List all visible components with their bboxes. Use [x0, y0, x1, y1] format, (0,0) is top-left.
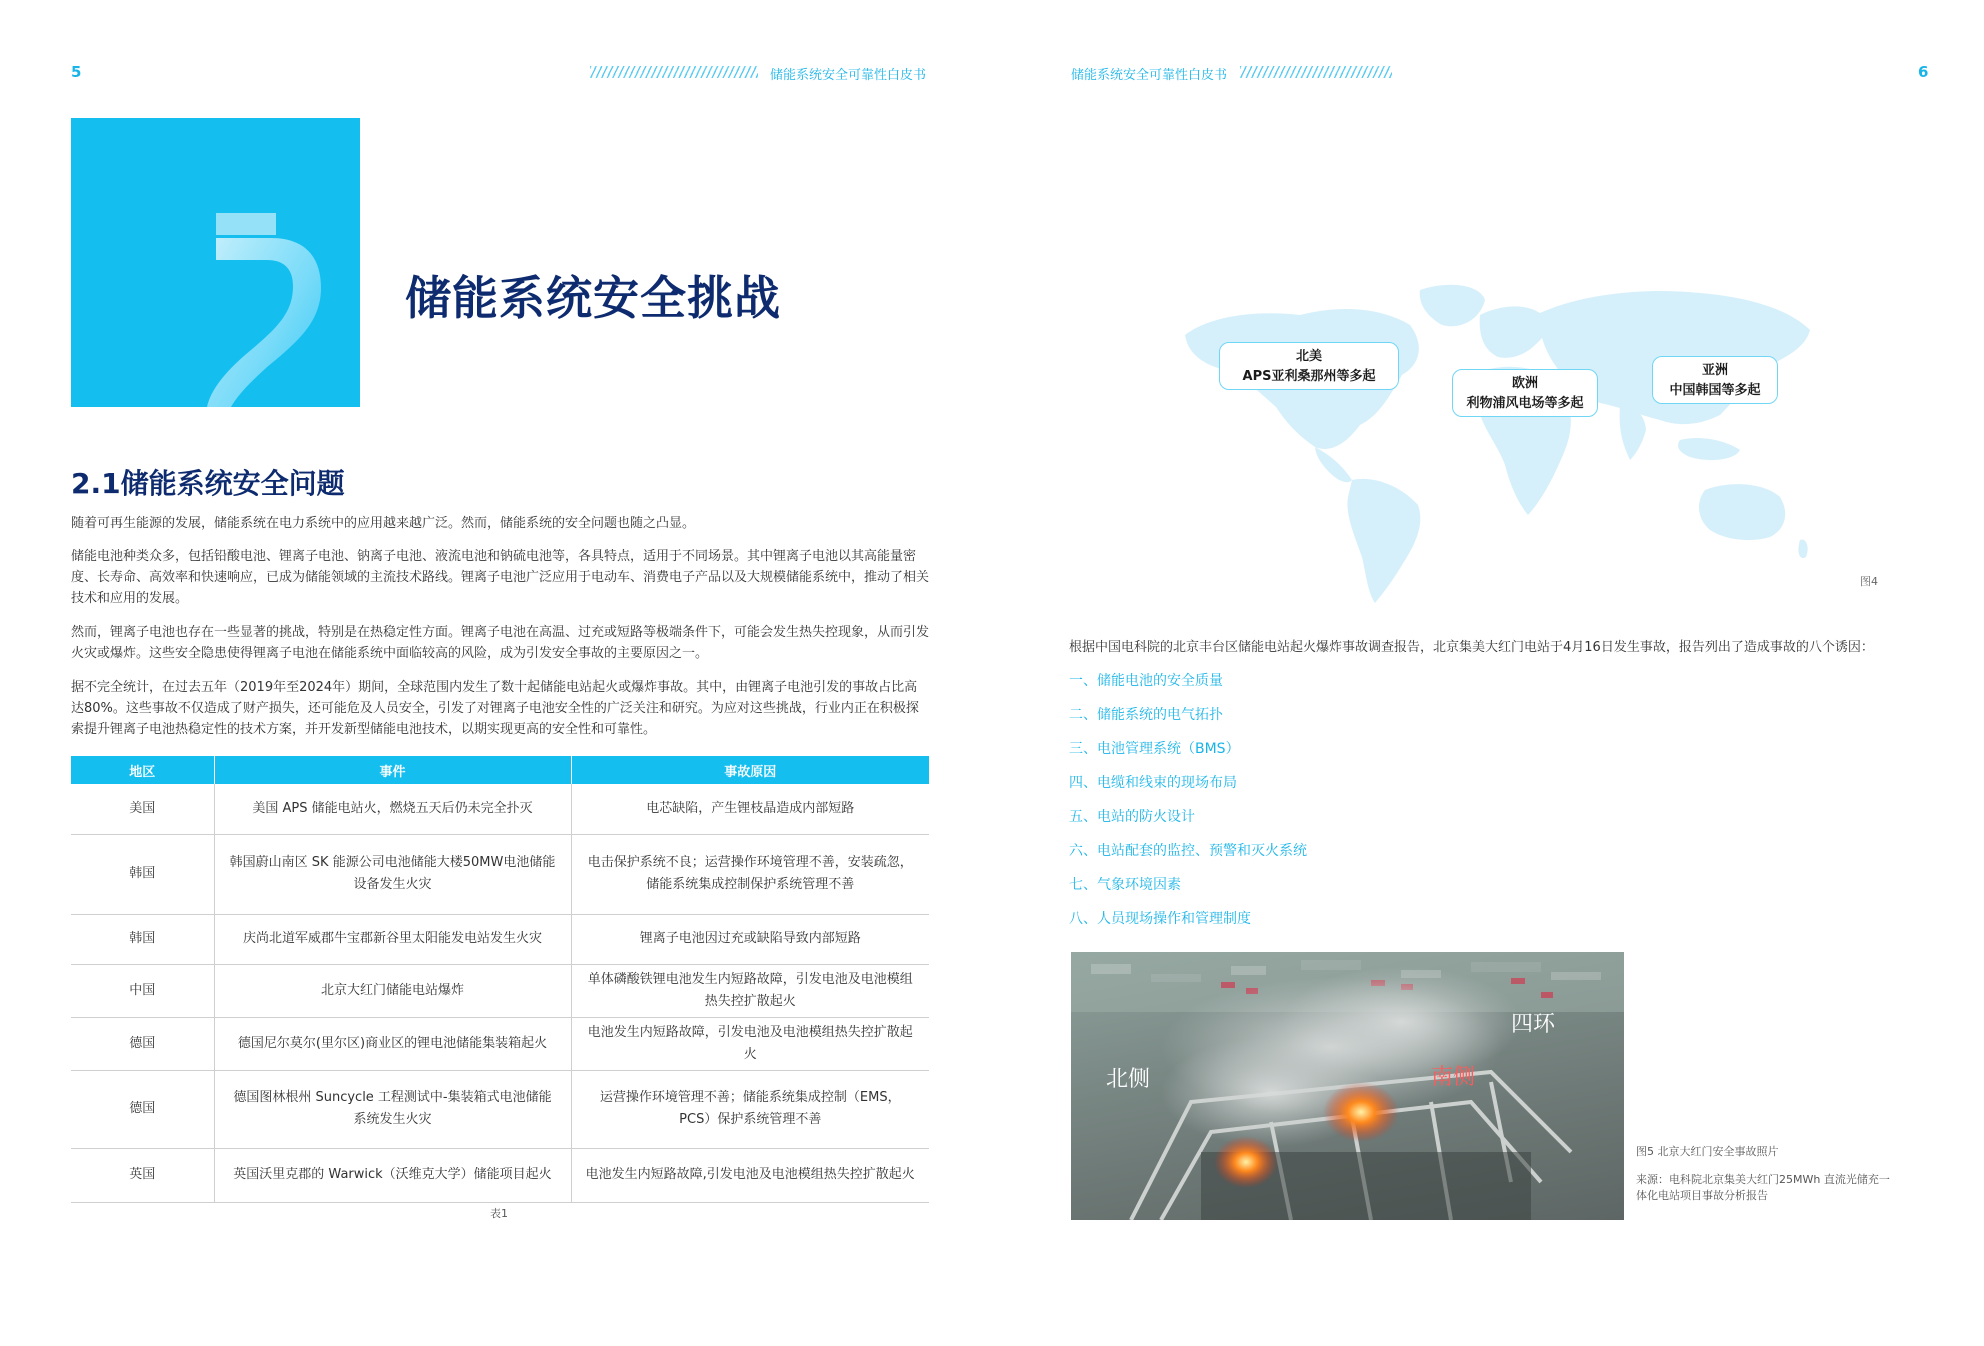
map-callout-europe: [1452, 369, 1598, 417]
table-row: [71, 914, 929, 964]
callout-region: 亚洲: [1701, 363, 1728, 378]
table-row: [71, 1148, 929, 1202]
table-cell-event: 德国尼尔莫尔(里尔区)商业区的锂电池储能集装箱起火: [214, 1017, 571, 1070]
header-stripes-right: [1240, 66, 1392, 78]
table-header-cause: 事故原因: [571, 756, 929, 784]
table-row: [71, 1070, 929, 1148]
cause-item: 五、电站的防火设计: [1069, 809, 1195, 825]
map-figure-label: 图4: [1860, 575, 1878, 588]
header-title-right: 储能系统安全可靠性白皮书: [1071, 68, 1228, 83]
table-cell-region: 韩国: [71, 914, 214, 964]
cause-item: 三、电池管理系统（BMS）: [1069, 741, 1240, 757]
table-cell-region: 英国: [71, 1148, 214, 1202]
table-row: [71, 1017, 929, 1070]
chapter-title: 储能系统安全挑战: [405, 271, 781, 325]
photo-label-ring-road: 四环: [1511, 1012, 1556, 1037]
table-header-row: [71, 756, 929, 784]
table-cell-event: 韩国蔚山南区 SK 能源公司电池储能大楼50MW电池储能设备发生火灾: [214, 834, 571, 914]
paragraph-4: 据不完全统计，在过去五年（2019年至2024年）期间，全球范围内发生了数十起储能电站起火或爆炸事故。其中，由锂离子电池引发的事故占比高达80%。这些事故不仅造成了财产损失，还可能危及人员安全，引发了对锂离子电池安全性的广泛关注和研究。为应对这些挑战，行业内正在积极探索提升锂离子电池热稳定性的技术方案，并开发新型储能电池技术，以期实现更高的安全性和可靠性。: [71, 680, 919, 737]
table-cell-cause: 电池发生内短路故障,引发电池及电池模组热失控扩散起火: [571, 1148, 929, 1202]
table-cell-cause: 电击保护系统不良；运营操作环境管理不善，安装疏忽，储能系统集成控制保护系统管理不善: [571, 834, 929, 914]
table-cell-cause: 运营操作环境管理不善；储能系统集成控制（EMS，PCS）保护系统管理不善: [571, 1070, 929, 1148]
photo-label-south: 南侧: [1431, 1065, 1476, 1090]
chapter-number-graphic: [71, 118, 360, 407]
table-cell-region: 韩国: [71, 834, 214, 914]
callout-detail: 利物浦风电场等多起: [1466, 396, 1584, 411]
table-cell-event: 德国图林根州 Suncycle 工程测试中-集装箱式电池储能系统发生火灾: [214, 1070, 571, 1148]
table-cell-cause: 锂离子电池因过充或缺陷导致内部短路: [571, 914, 929, 964]
photo-label-north: 北侧: [1106, 1067, 1151, 1092]
table-cell-cause: 电芯缺陷，产生锂枝晶造成内部短路: [571, 784, 929, 834]
callout-region: 北美: [1295, 349, 1322, 364]
table-header-event: 事件: [214, 756, 571, 784]
paragraph-3: 然而，锂离子电池也存在一些显著的挑战，特别是在热稳定性方面。锂离子电池在高温、过充或短路等极端条件下，可能会发生热失控现象，从而引发火灾或爆炸。这些安全隐患使得锂离子电池在储能系统中面临较高的风险，成为引发安全事故的主要原因之一。: [71, 625, 930, 661]
cause-item: 六、电站配套的监控、预警和灭火系统: [1069, 843, 1307, 859]
photo-caption-title: 图5 北京大红门安全事故照片: [1636, 1145, 1779, 1158]
table-header-region: 地区: [71, 756, 214, 784]
investigation-intro: 根据中国电科院的北京丰台区储能电站起火爆炸事故调查报告，北京集美大红门电站于4月16日发生事故，报告列出了造成事故的八个诱因：: [1069, 640, 1874, 655]
table-caption: 表1: [490, 1207, 508, 1220]
cause-item: 二、储能系统的电气拓扑: [1069, 707, 1223, 723]
cause-item: 四、电缆和线束的现场布局: [1069, 775, 1237, 791]
page-number-left: 5: [71, 63, 82, 81]
accident-photo-scene: [1071, 952, 1624, 1220]
accident-photo: [1071, 952, 1624, 1220]
world-map: [1180, 275, 1820, 605]
table-cell-cause: 电池发生内短路故障，引发电池及电池模组热失控扩散起火: [571, 1017, 929, 1070]
cause-item: 七、气象环境因素: [1069, 877, 1181, 893]
callout-detail: 中国韩国等多起: [1669, 383, 1761, 398]
header-title-left: 储能系统安全可靠性白皮书: [770, 68, 927, 83]
incident-table: [71, 756, 929, 1203]
table-row: [71, 964, 929, 1017]
table-cell-region: 美国: [71, 784, 214, 834]
table-cell-region: 德国: [71, 1070, 214, 1148]
chapter-number-block: [71, 118, 360, 407]
map-callout-north-america: [1219, 342, 1399, 390]
paragraph-1: 随着可再生能源的发展，储能系统在电力系统中的应用越来越广泛。然而，储能系统的安全问题也随之凸显。: [71, 516, 696, 531]
cause-item: 一、储能电池的安全质量: [1069, 673, 1223, 689]
table-cell-cause: 单体磷酸铁锂电池发生内短路故障，引发电池及电池模组热失控扩散起火: [571, 964, 929, 1017]
world-map-continents: [1185, 285, 1810, 603]
table-row: [71, 784, 929, 834]
map-callout-asia: [1652, 356, 1778, 404]
photo-caption-source: 来源：电科院北京集美大红门25MWh 直流光储充一体化电站项目事故分析报告: [1636, 1173, 1890, 1202]
table-cell-event: 美国 APS 储能电站火，燃烧五天后仍未完全扑灭: [214, 784, 571, 834]
section-title: 2.1储能系统安全问题: [71, 467, 345, 500]
callout-region: 欧洲: [1511, 376, 1538, 391]
page-number-right: 6: [1918, 63, 1929, 81]
table-row: [71, 834, 929, 914]
callout-detail: APS亚利桑那州等多起: [1242, 369, 1376, 384]
table-cell-event: 北京大红门储能电站爆炸: [214, 964, 571, 1017]
table-cell-region: 德国: [71, 1017, 214, 1070]
header-stripes-left: [590, 66, 758, 78]
cause-item: 八、人员现场操作和管理制度: [1069, 911, 1251, 927]
table-cell-region: 中国: [71, 964, 214, 1017]
table-cell-event: 英国沃里克郡的 Warwick（沃维克大学）储能项目起火: [214, 1148, 571, 1202]
table-cell-event: 庆尚北道军威郡牛宝郡新谷里太阳能发电站发生火灾: [214, 914, 571, 964]
paragraph-2: 储能电池种类众多，包括铅酸电池、锂离子电池、钠离子电池、液流电池和钠硫电池等，各具特点，适用于不同场景。其中锂离子电池以其高能量密度、长寿命、高效率和快速响应，已成为储能领域的主流技术路线。锂离子电池广泛应用于电动车、消费电子产品以及大规模储能系统中，推动了相关技术和应用的发展。: [71, 549, 930, 606]
